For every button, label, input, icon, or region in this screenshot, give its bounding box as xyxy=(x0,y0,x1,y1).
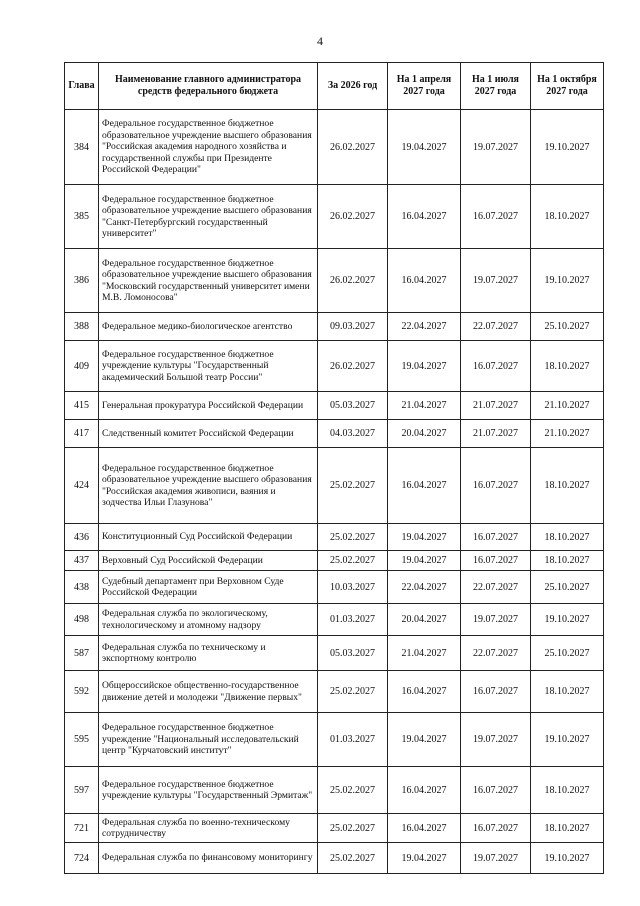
row-date-apr: 19.04.2027 xyxy=(388,110,461,185)
row-name: Следственный комитет Российской Федерации xyxy=(99,420,318,448)
header-jul-2027: На 1 июля 2027 года xyxy=(461,63,531,110)
row-date-2026: 01.03.2027 xyxy=(318,713,388,767)
table-header-row xyxy=(65,63,604,110)
row-code: 415 xyxy=(65,392,99,420)
row-date-oct: 18.10.2027 xyxy=(531,341,604,392)
row-date-oct: 21.10.2027 xyxy=(531,392,604,420)
row-date-apr: 16.04.2027 xyxy=(388,448,461,524)
row-date-jul: 16.07.2027 xyxy=(461,185,531,249)
row-date-oct: 18.10.2027 xyxy=(531,185,604,249)
table-row xyxy=(65,814,604,843)
row-date-apr: 19.04.2027 xyxy=(388,713,461,767)
row-date-apr: 20.04.2027 xyxy=(388,420,461,448)
table-row xyxy=(65,843,604,874)
row-date-oct: 25.10.2027 xyxy=(531,571,604,604)
table-row xyxy=(65,671,604,713)
row-name: Федеральное государственное бюджетное образовательное учреждение высшего образования "Санкт-Петербургский государственный университет" xyxy=(99,185,318,249)
table-row xyxy=(65,571,604,604)
row-name: Генеральная прокуратура Российской Федерации xyxy=(99,392,318,420)
row-date-apr: 19.04.2027 xyxy=(388,551,461,571)
table-row xyxy=(65,249,604,313)
row-name: Федеральное государственное бюджетное учреждение культуры "Государственный Эрмитаж" xyxy=(99,767,318,814)
row-date-2026: 25.02.2027 xyxy=(318,843,388,874)
row-date-oct: 21.10.2027 xyxy=(531,420,604,448)
row-date-2026: 10.03.2027 xyxy=(318,571,388,604)
row-date-jul: 19.07.2027 xyxy=(461,604,531,636)
row-code: 724 xyxy=(65,843,99,874)
row-date-oct: 19.10.2027 xyxy=(531,249,604,313)
row-date-2026: 04.03.2027 xyxy=(318,420,388,448)
row-date-jul: 21.07.2027 xyxy=(461,392,531,420)
row-date-2026: 26.02.2027 xyxy=(318,249,388,313)
row-name: Судебный департамент при Верховном Суде Российской Федерации xyxy=(99,571,318,604)
row-name: Федеральное государственное бюджетное учреждение "Национальный исследовательский центр "Курчатовский институт" xyxy=(99,713,318,767)
row-date-2026: 01.03.2027 xyxy=(318,604,388,636)
row-code: 424 xyxy=(65,448,99,524)
table-row xyxy=(65,524,604,551)
row-date-apr: 22.04.2027 xyxy=(388,571,461,604)
row-code: 592 xyxy=(65,671,99,713)
row-name: Общероссийское общественно-государственное движение детей и молодежи "Движение первых" xyxy=(99,671,318,713)
row-code: 587 xyxy=(65,636,99,671)
row-date-oct: 19.10.2027 xyxy=(531,604,604,636)
table-row xyxy=(65,448,604,524)
row-date-oct: 25.10.2027 xyxy=(531,313,604,341)
row-date-apr: 21.04.2027 xyxy=(388,636,461,671)
row-date-2026: 09.03.2027 xyxy=(318,313,388,341)
header-apr-2027: На 1 апреля 2027 года xyxy=(388,63,461,110)
row-date-apr: 19.04.2027 xyxy=(388,843,461,874)
row-code: 438 xyxy=(65,571,99,604)
row-date-jul: 19.07.2027 xyxy=(461,843,531,874)
row-date-jul: 16.07.2027 xyxy=(461,341,531,392)
header-name: Наименование главного администратора средств федерального бюджета xyxy=(99,63,318,110)
row-date-jul: 16.07.2027 xyxy=(461,448,531,524)
row-name: Федеральная служба по финансовому мониторингу xyxy=(99,843,318,874)
table-row xyxy=(65,713,604,767)
row-date-2026: 25.02.2027 xyxy=(318,524,388,551)
row-name: Федеральная служба по военно-техническому сотрудничеству xyxy=(99,814,318,843)
row-date-2026: 26.02.2027 xyxy=(318,110,388,185)
row-date-jul: 16.07.2027 xyxy=(461,551,531,571)
row-date-2026: 25.02.2027 xyxy=(318,551,388,571)
row-name: Верховный Суд Российской Федерации xyxy=(99,551,318,571)
row-date-apr: 19.04.2027 xyxy=(388,524,461,551)
row-date-apr: 16.04.2027 xyxy=(388,767,461,814)
row-date-2026: 25.02.2027 xyxy=(318,767,388,814)
row-date-oct: 18.10.2027 xyxy=(531,671,604,713)
table-row xyxy=(65,767,604,814)
row-date-oct: 18.10.2027 xyxy=(531,524,604,551)
row-date-jul: 16.07.2027 xyxy=(461,814,531,843)
row-code: 384 xyxy=(65,110,99,185)
row-date-oct: 25.10.2027 xyxy=(531,636,604,671)
row-date-apr: 19.04.2027 xyxy=(388,341,461,392)
row-name: Федеральное медико-биологическое агентство xyxy=(99,313,318,341)
row-date-2026: 25.02.2027 xyxy=(318,814,388,843)
header-oct-2027: На 1 октября 2027 года xyxy=(531,63,604,110)
row-date-apr: 22.04.2027 xyxy=(388,313,461,341)
row-date-apr: 21.04.2027 xyxy=(388,392,461,420)
row-name: Федеральное государственное бюджетное учреждение культуры "Государственный академический Большой театр России" xyxy=(99,341,318,392)
row-code: 595 xyxy=(65,713,99,767)
row-date-jul: 22.07.2027 xyxy=(461,313,531,341)
header-2026: За 2026 год xyxy=(318,63,388,110)
row-code: 437 xyxy=(65,551,99,571)
row-date-2026: 25.02.2027 xyxy=(318,671,388,713)
row-date-apr: 20.04.2027 xyxy=(388,604,461,636)
row-date-jul: 16.07.2027 xyxy=(461,671,531,713)
row-code: 597 xyxy=(65,767,99,814)
row-code: 385 xyxy=(65,185,99,249)
row-date-2026: 25.02.2027 xyxy=(318,448,388,524)
table-row xyxy=(65,313,604,341)
row-name: Федеральное государственное бюджетное образовательное учреждение высшего образования "Московский государственный университет имени М.В. Ломоносова" xyxy=(99,249,318,313)
row-date-oct: 18.10.2027 xyxy=(531,448,604,524)
row-code: 386 xyxy=(65,249,99,313)
table-row xyxy=(65,636,604,671)
budget-deadlines-table xyxy=(64,62,604,874)
row-date-jul: 19.07.2027 xyxy=(461,110,531,185)
row-code: 436 xyxy=(65,524,99,551)
row-date-jul: 16.07.2027 xyxy=(461,767,531,814)
header-code: Глава xyxy=(65,63,99,110)
table-row xyxy=(65,185,604,249)
table-row xyxy=(65,392,604,420)
row-date-2026: 05.03.2027 xyxy=(318,636,388,671)
row-date-2026: 05.03.2027 xyxy=(318,392,388,420)
row-date-oct: 19.10.2027 xyxy=(531,110,604,185)
row-name: Федеральное государственное бюджетное образовательное учреждение высшего образования "Российская академия живописи, ваяния и зодчества Ильи Глазунова" xyxy=(99,448,318,524)
row-date-2026: 26.02.2027 xyxy=(318,341,388,392)
row-date-jul: 21.07.2027 xyxy=(461,420,531,448)
row-name: Конституционный Суд Российской Федерации xyxy=(99,524,318,551)
row-date-jul: 22.07.2027 xyxy=(461,636,531,671)
row-date-2026: 26.02.2027 xyxy=(318,185,388,249)
row-code: 417 xyxy=(65,420,99,448)
row-date-apr: 16.04.2027 xyxy=(388,249,461,313)
row-code: 721 xyxy=(65,814,99,843)
row-date-oct: 18.10.2027 xyxy=(531,551,604,571)
table-row xyxy=(65,110,604,185)
row-date-jul: 19.07.2027 xyxy=(461,249,531,313)
row-code: 498 xyxy=(65,604,99,636)
row-code: 388 xyxy=(65,313,99,341)
row-name: Федеральное государственное бюджетное образовательное учреждение высшего образования "Российская академия народного хозяйства и государственной службы при Президенте Российской Федерации" xyxy=(99,110,318,185)
table-row xyxy=(65,420,604,448)
row-date-oct: 18.10.2027 xyxy=(531,814,604,843)
row-name: Федеральная служба по техническому и экспортному контролю xyxy=(99,636,318,671)
row-date-apr: 16.04.2027 xyxy=(388,814,461,843)
row-date-oct: 18.10.2027 xyxy=(531,767,604,814)
row-date-jul: 22.07.2027 xyxy=(461,571,531,604)
row-date-jul: 16.07.2027 xyxy=(461,524,531,551)
row-name: Федеральная служба по экологическому, технологическому и атомному надзору xyxy=(99,604,318,636)
table-row xyxy=(65,604,604,636)
page-number: 4 xyxy=(317,34,323,48)
row-date-jul: 19.07.2027 xyxy=(461,713,531,767)
table-row xyxy=(65,341,604,392)
row-date-apr: 16.04.2027 xyxy=(388,185,461,249)
row-date-oct: 19.10.2027 xyxy=(531,843,604,874)
row-code: 409 xyxy=(65,341,99,392)
row-date-apr: 16.04.2027 xyxy=(388,671,461,713)
row-date-oct: 19.10.2027 xyxy=(531,713,604,767)
table-row xyxy=(65,551,604,571)
